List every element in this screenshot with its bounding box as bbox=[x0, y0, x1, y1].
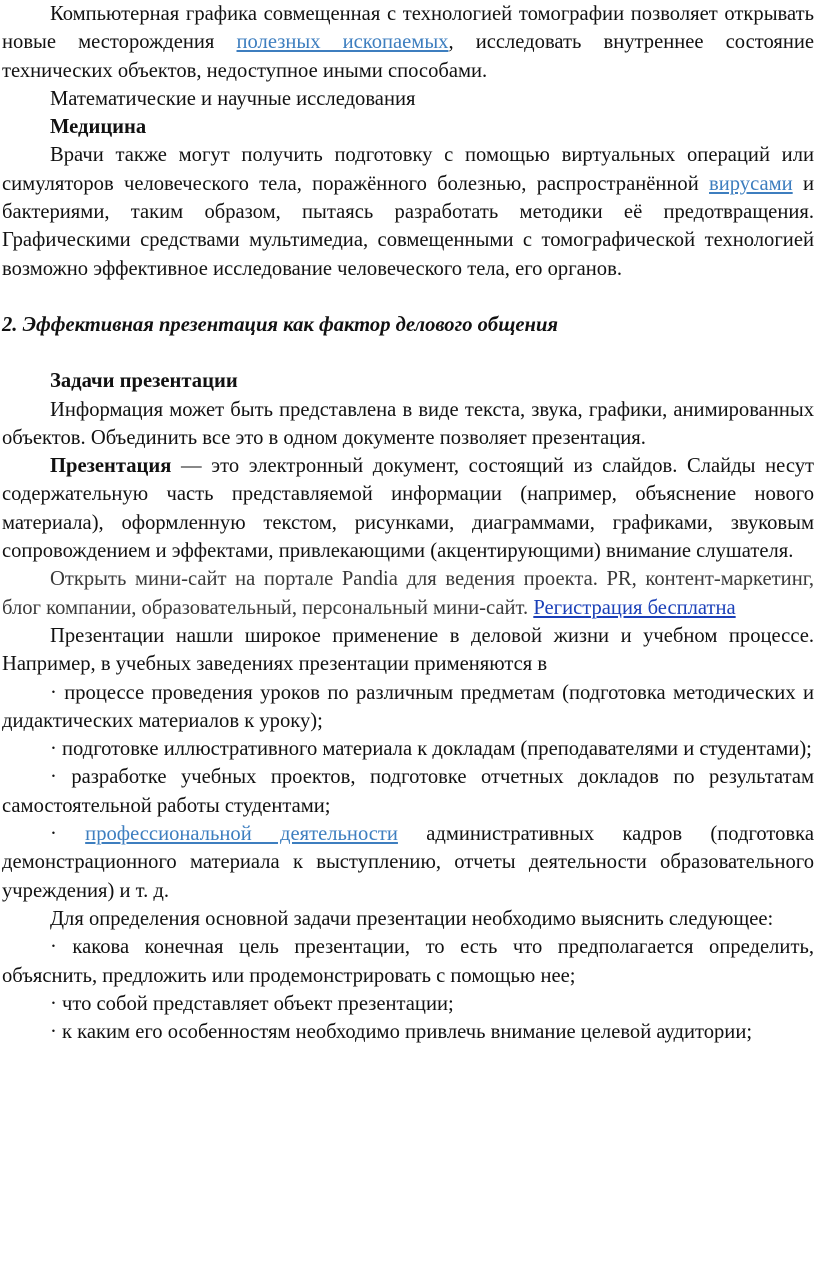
paragraph-information: Информация может быть представлена в виде текста, звука, графики, анимированных объектов. Объединить все это в одном документе позволяет презентация. bbox=[2, 398, 814, 449]
text: Компьютерная графика совмещенная с технологией томографии позволяет открывать новые месторождения bbox=[2, 3, 814, 54]
link-viruses[interactable]: вирусами bbox=[709, 172, 793, 195]
link-registration[interactable]: Регистрация бесплатна bbox=[533, 596, 736, 619]
list-item: · процессе проведения уроков по различным предметам (подготовка методических и дидактических материалов к уроку); bbox=[2, 681, 814, 732]
paragraph-define-task: Для определения основной задачи презентации необходимо выяснить следующее: bbox=[50, 907, 774, 930]
paragraph-applications: Презентации нашли широкое применение в деловой жизни и учебном процессе. Например, в учебных заведениях презентации применяются в bbox=[2, 624, 814, 676]
text: административных кадров (подготовка демонстрационного материала к выступлению, отчеты деятельности образовательного учреждения) и т. д. bbox=[2, 823, 814, 902]
paragraph-pandia-ad bbox=[2, 565, 814, 622]
list-item: · что собой представляет объект презентации; bbox=[50, 992, 454, 1015]
list-item: · какова конечная цель презентации, то есть что предполагается определить, объяснить, предложить или продемонстрировать с помощью нее; bbox=[2, 936, 814, 987]
bold-term: Презентация bbox=[50, 455, 172, 478]
bold-text: Задачи презентации bbox=[50, 370, 238, 393]
section-heading: 2. Эффективная презентация как фактор делового общения bbox=[2, 313, 559, 336]
paragraph-math-research: Математические и научные исследования bbox=[50, 87, 416, 110]
list-item: · подготовке иллюстративного материала к докладам (преподавателями и студентами); bbox=[50, 738, 812, 761]
subheading-medicine bbox=[2, 113, 814, 141]
text: — это электронный документ, состоящий из слайдов. Слайды несут содержательную часть представляемой информации (например, объяснение нового материала), оформленную текстом, рисунками, диаграммами, графиками, звуковым сопровождением и эффектами, привлекающими (акцентирующими) внимание слушателя. bbox=[2, 455, 814, 563]
bold-text: Медицина bbox=[50, 116, 147, 139]
list-item: · к каким его особенностям необходимо привлечь внимание целевой аудитории; bbox=[50, 1021, 753, 1044]
bullet: · bbox=[50, 823, 86, 846]
link-professional-activity[interactable]: профессиональной деятельности bbox=[85, 823, 398, 846]
paragraph-tomography bbox=[2, 0, 814, 85]
paragraph-medicine bbox=[2, 141, 814, 282]
list-item bbox=[2, 820, 814, 905]
text: Открыть мини-сайт на портале Pandia для ведения проекта. PR, контент-маркетинг, блог компании, образовательный, персональный мини-сайт. bbox=[2, 568, 814, 619]
paragraph-presentation-definition bbox=[2, 452, 814, 565]
text: и бактериями, таким образом, пытаясь разработать методики её предотвращения. Графическими средствами мультимедиа, совмещенными с томографической технологией возможно эффективное исследование человеческого тела, его органов. bbox=[2, 172, 814, 280]
text: Врачи также могут получить подготовку с помощью виртуальных операций или симуляторов человеческого тела, поражённого болезнью, распространённой bbox=[2, 144, 814, 195]
subheading-presentation-tasks bbox=[2, 367, 814, 395]
text: , исследовать внутреннее состояние технических объектов, недоступное иными способами. bbox=[2, 31, 815, 82]
list-item: · разработке учебных проектов, подготовке отчетных докладов по результатам самостоятельной работы студентами; bbox=[2, 766, 814, 817]
link-minerals[interactable]: полезных ископаемых bbox=[236, 31, 449, 54]
